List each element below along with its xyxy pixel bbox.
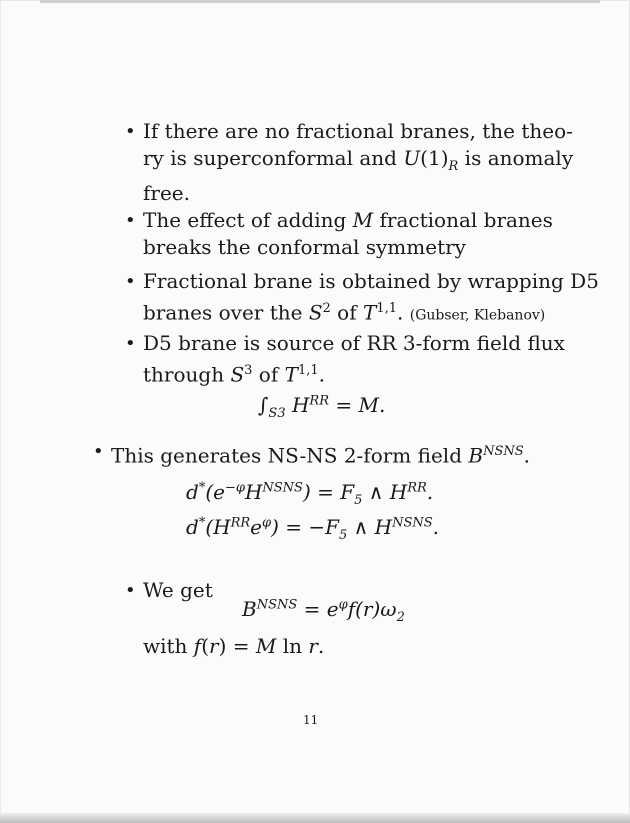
bullet-line-2: breaks the conformal symmetry (143, 235, 466, 259)
bullet-line-3: free. (143, 181, 190, 205)
bullet-dot: • (125, 121, 136, 142)
bullet-d5-source (125, 330, 565, 389)
bullet-superconformal (125, 118, 574, 207)
page-number: 11 (303, 713, 319, 727)
equation-2: $d^*(e^{-\varphi}H^{NSNS}) = F_5$ ∧ $H^{RR}$. (186, 480, 434, 508)
bullet-line-1: We get (143, 578, 213, 602)
bullet-line-2: branes over the $S^2$ of T$^{1,1}$. (Gubser, Klebanov) (143, 300, 546, 325)
bullet-dot: • (125, 210, 136, 231)
bullet-dot: • (125, 333, 136, 354)
bullet-generates-nsns (93, 438, 530, 470)
bullet-line-2: through $S^3$ of T$^{1,1}$. (143, 362, 325, 387)
bullet-line-1: If there are no fractional branes, the theo- (143, 119, 573, 143)
bullet-dot: • (125, 271, 136, 292)
bullet-line-1: The effect of adding M fractional branes (143, 208, 553, 232)
bullet-fractional-effect (125, 207, 553, 261)
bullet-dot: • (125, 580, 136, 601)
with-line (143, 633, 324, 660)
with-line-text: with f(r) = M ln r. (143, 634, 325, 658)
bullet-we-get (125, 577, 213, 604)
bullet-dot: • (93, 441, 104, 462)
bullet-line-1: This generates NS-NS 2-form field $B^{NSNS}$. (111, 443, 530, 468)
equation-4: $B^{NSNS} = e^\varphi f(r)\omega_2$ (242, 597, 405, 625)
equation-flux-integral: $\int_{S3}$ $H^{RR} = M$. (258, 393, 386, 421)
citation: (Gubser, Klebanov) (409, 307, 546, 324)
bullet-line-2: ry is superconformal and $U(1)_R$ is anomaly (143, 146, 574, 174)
bullet-wrapping (125, 268, 599, 330)
bullet-line-1: D5 brane is source of RR 3-form field flux (143, 331, 565, 355)
scan-edge-bottom (0, 813, 630, 823)
equation-3: $d^*(H^{RR}e^\varphi) = -F_5$ ∧ $H^{NSNS}$. (186, 515, 440, 543)
bullet-line-1: Fractional brane is obtained by wrapping D5 (143, 269, 599, 293)
scan-edge-top (40, 0, 600, 3)
